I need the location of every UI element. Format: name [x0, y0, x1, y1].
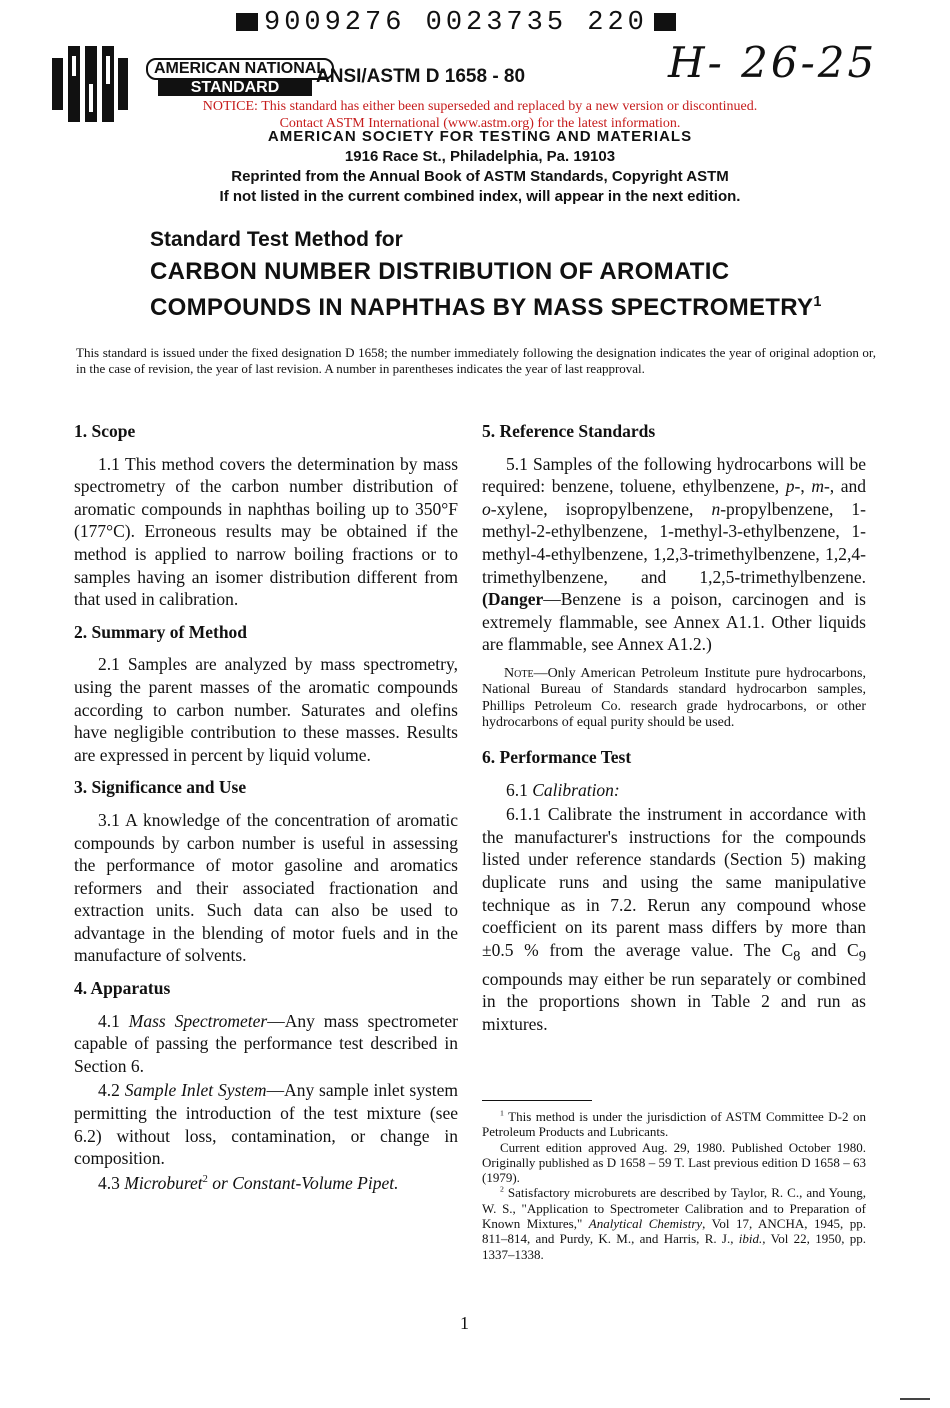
title-line-2	[150, 294, 822, 322]
not-listed-line: If not listed in the current combined index, will appear in the next edition.	[219, 188, 741, 205]
footnote-text: , Vol 17, ANCHA, 1945, pp. 811–814, and Purdy, K. M., and Harris, R. J.,	[482, 1216, 866, 1247]
subscript-8: 8	[793, 948, 801, 965]
badge-bottom-text: STANDARD	[158, 80, 312, 96]
term-sample-inlet-system: Sample Inlet System	[124, 1080, 267, 1101]
danger-label: (Danger	[482, 589, 544, 610]
paragraph-text: 6.1.1 Calibrate the instrument in accordance with the manufacturer's instructions for the compounds listed under reference standards (Section 5) making duplicate runs and using the same manipulative technique as in 7.2. Rerun any compound whose coefficient on its parent mass differs by more than ±0.5 % from the average value. The C	[482, 804, 866, 960]
paragraph-text: —Any mass spectrometer capable of passing the performance test described in Section 6.	[74, 1010, 458, 1076]
footnote-ref-2: 2	[202, 1173, 208, 1185]
barcode-block-left	[236, 13, 258, 31]
badge-top-text: AMERICAN NATIONAL	[146, 58, 334, 80]
paragraph-3-1: 3.1 A knowledge of the concentration of aromatic compounds by carbon number is useful in assessing the performance of motor gasoline and aromatics reformers and their associated fractionation and extraction units. Such data can also be used to advantage in the blending of motor fuels and in the manufacture of solvents.	[74, 809, 458, 966]
document-kind: Standard Test Method for	[150, 228, 403, 251]
right-column	[482, 420, 866, 1046]
paragraph-number: 6.1	[506, 779, 528, 800]
paragraph-4-2	[74, 1079, 458, 1169]
subscript-9: 9	[858, 948, 866, 965]
reference-note	[482, 666, 866, 732]
section-heading-summary: 2. Summary of Method	[74, 621, 248, 642]
footnote-1-edition: Current edition approved Aug. 29, 1980. Published October 1980. Originally published as D 1658 – 59 T. Last previous edition D 1658 – 63 (1979).	[482, 1139, 866, 1186]
paragraph-text: -,	[794, 476, 812, 497]
paragraph-2-1: 2.1 Samples are analyzed by mass spectrometry, using the parent masses of the aromatic compounds according to carbon number. Saturates and olefins have negligible contribution to these masses. Results are expressed in percent by liquid volume.	[74, 654, 458, 765]
section-heading-apparatus: 4. Apparatus	[74, 978, 171, 999]
term-mass-spectrometer: Mass Spectrometer	[128, 1010, 268, 1031]
society-name: AMERICAN SOCIETY FOR TESTING AND MATERIALS	[267, 128, 693, 145]
journal-name: Analytical Chemistry	[588, 1216, 703, 1232]
title-footnote-ref: 1	[813, 294, 822, 310]
term-microburet: Microburet	[124, 1172, 203, 1193]
barcode-text: 9009276 0023735 220	[264, 8, 648, 38]
paragraph-4-3	[74, 1172, 458, 1195]
paragraph-text: and C	[800, 939, 859, 960]
paragraph-text: —Any sample inlet system permitting the introduction of the test mixture (see 6.2) without loss, contamination, or change in composition.	[74, 1080, 459, 1169]
handwritten-note: H- 26-25	[668, 38, 878, 87]
paragraph-text: -, and	[823, 476, 867, 497]
paragraph-text: -propylbenzene, 1-methyl-2-ethylbenzene, 1-methyl-3-ethylbenzene, 1-methyl-4-ethylbenzene, 1,2,3-trimethylbenzene, 1,2,4-trimethylbenzene, and 1,2,5-trimethylbenzene.	[482, 498, 866, 587]
title-line-2-text: COMPOUNDS IN NAPHTHAS BY MASS SPECTROMETRY	[150, 294, 814, 321]
barcode-block-right	[654, 13, 676, 31]
prefix-m: m	[811, 476, 824, 497]
footnote-mark-1: 1	[500, 1108, 504, 1118]
paragraph-1-1: 1.1 This method covers the determination by mass spectrometry of the carbon number distribution of aromatic compounds in naphthas boiling up to 350°F (177°C). Erroneous results may be obtained if the method is applied to narrow boiling fractions or to samples having an isomer distribution different from that used in calibration.	[74, 453, 458, 610]
paragraph-number: 4.2	[98, 1080, 120, 1101]
paragraph-text: -xylene, isopropylbenzene,	[490, 498, 712, 519]
danger-text: —Benzene is a poison, carcinogen and is extremely flammable, see Annex A1.1. Other liquids are flammable, see Annex A1.2.)	[482, 589, 866, 655]
footnote-2	[482, 1185, 866, 1261]
section-heading-reference-standards: 5. Reference Standards	[482, 421, 656, 441]
footnote-mark-2: 2	[500, 1185, 504, 1195]
notice-line-1: NOTICE: This standard has either been superseded and replaced by a new version or discontinued.	[202, 99, 758, 114]
paragraph-6-1	[482, 779, 866, 802]
note-text: —Only American Petroleum Institute pure hydrocarbons, National Bureau of Standards standard hydrocarbon samples, Phillips Petroleum Co. research grade hydrocarbons, or other hydrocarbons of equal purity should be used.	[482, 665, 866, 731]
prefix-n: n	[711, 498, 721, 519]
supersession-notice	[180, 98, 780, 132]
footnote-1	[482, 1109, 866, 1140]
society-address: 1916 Race St., Philadelphia, Pa. 19103	[344, 148, 616, 165]
ibid: ibid.	[738, 1231, 763, 1247]
footnote-text: , Vol 22, 1950, pp. 1337–1338.	[482, 1231, 867, 1262]
paragraph-5-1	[482, 453, 866, 656]
notice-line-2: Contact ASTM International (www.astm.org) for the latest information.	[279, 116, 681, 131]
american-national-standard-badge	[146, 58, 334, 96]
paragraph-text: compounds may either be run separately or combined in the proportions shown in Table 2 and run as mixtures.	[482, 968, 866, 1034]
footnote-rule	[482, 1100, 592, 1101]
issuance-statement: This standard is issued under the fixed designation D 1658; the number immediately following the designation indicates the year of original adoption or, in the case of revision, the year of last revision. A number in parentheses indicates the year of last reapproval.	[76, 345, 876, 376]
footnotes	[482, 1100, 866, 1262]
section-heading-performance-test: 6. Performance Test	[482, 746, 632, 767]
footnote-text: Satisfactory microburets are described by Taylor, R. C., and Young, W. S., "Application to Spectrometer Calibration and to Preparation of Known Mixtures,"	[482, 1185, 866, 1232]
document-barcode	[230, 8, 682, 38]
paragraph-number: 4.3	[98, 1172, 120, 1193]
page-number: 1	[460, 1313, 469, 1333]
paragraph-number: 4.1	[98, 1010, 120, 1031]
reprint-line: Reprinted from the Annual Book of ASTM Standards, Copyright ASTM	[231, 168, 729, 185]
left-column	[74, 420, 458, 1196]
term-constant-volume-pipet: or Constant-Volume Pipet.	[207, 1172, 399, 1193]
designation-line: ANSI/ASTM D 1658 - 80	[316, 66, 526, 87]
note-label: Note	[504, 665, 534, 681]
prefix-o: o	[482, 498, 491, 519]
corner-mark	[900, 1398, 930, 1400]
prefix-p: p	[785, 476, 795, 497]
astm-logo-icon	[48, 44, 130, 124]
paragraph-4-1	[74, 1010, 458, 1078]
paragraph-text: 5.1 Samples of the following hydrocarbons will be required: benzene, toluene, ethylbenzene,	[482, 453, 866, 497]
section-heading-significance: 3. Significance and Use	[74, 777, 247, 798]
section-heading-scope: 1. Scope	[74, 421, 136, 441]
title-line-1: CARBON NUMBER DISTRIBUTION OF AROMATIC	[150, 258, 730, 285]
paragraph-6-1-1	[482, 803, 866, 1035]
term-calibration: Calibration:	[532, 779, 620, 800]
footnote-text: This method is under the jurisdiction of ASTM Committee D-2 on Petroleum Products and Lubricants.	[482, 1109, 866, 1140]
